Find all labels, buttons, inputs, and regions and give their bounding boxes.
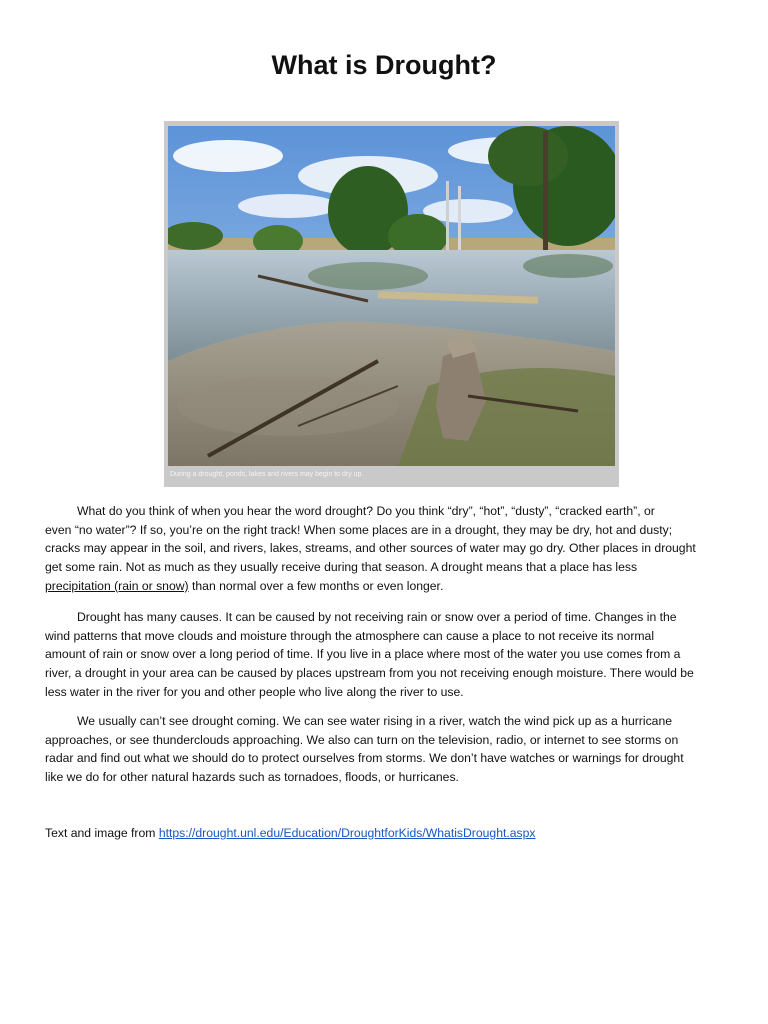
photo-caption: During a drought, ponds, lakes and rivers may begin to dry up. [170,471,364,478]
paragraph-line: amount of rain or snow over a long period of time. If you live in a place where most of the water you use comes from a [45,647,681,662]
source-label: Text and image from [45,826,159,840]
paragraph-line: radar and find out what we should do to protect ourselves from storms. We don’t have watches or warnings for drought [45,751,684,766]
precipitation-link[interactable]: precipitation (rain or snow) [45,578,189,593]
paragraph-line: cracks may appear in the soil, and rivers, lakes, streams, and other sources of water may go dry. Other places in drought [45,541,696,556]
paragraph-detection [45,712,725,787]
paragraph-line-rest: than normal over a few months or even longer. [188,578,444,593]
paragraph-causes [45,608,725,702]
paragraph-line: get some rain. Not as much as they usually receive during that season. A drought means that a place has less [45,560,638,575]
paragraph-line: less water in the river for you and other people who live along the river to use. [45,684,464,699]
paragraph-intro [45,502,725,596]
source-link[interactable]: https://drought.unl.edu/Education/DroughtforKids/WhatisDrought.aspx [158,826,536,840]
paragraph-line [45,577,725,596]
paragraph-line: like we do for other natural hazards such as tornadoes, floods, or hurricanes. [45,770,459,785]
drought-pond-photo [168,126,615,466]
page-title: What is Drought? [271,50,497,80]
paragraph-line: approaches, or see thunderclouds approaching. We also can turn on the television, radio, or internet to see storms on [45,732,679,747]
paragraph-line: We usually can’t see drought coming. We can see water rising in a river, watch the wind pick up as a hurricane [77,714,673,728]
paragraph-line: even “no water”? If so, you’re on the right track! When some places are in a drought, they may be dry, hot and dusty; [45,522,673,537]
paragraph-line: wind patterns that move clouds and moisture through the atmosphere can cause a place to not receive its normal [45,628,655,643]
paragraph-line: river, a drought in your area can be caused by places upstream from you not receiving enough moisture. There would be [45,666,694,681]
source-attribution [45,826,536,840]
paragraph-line: Drought has many causes. It can be caused by not receiving rain or snow over a period of time. Changes in the [77,610,677,624]
photo-figure [164,121,619,487]
paragraph-line: What do you think of when you hear the word drought? Do you think “dry”, “hot”, “dusty”, “cracked earth”, or [77,504,655,518]
